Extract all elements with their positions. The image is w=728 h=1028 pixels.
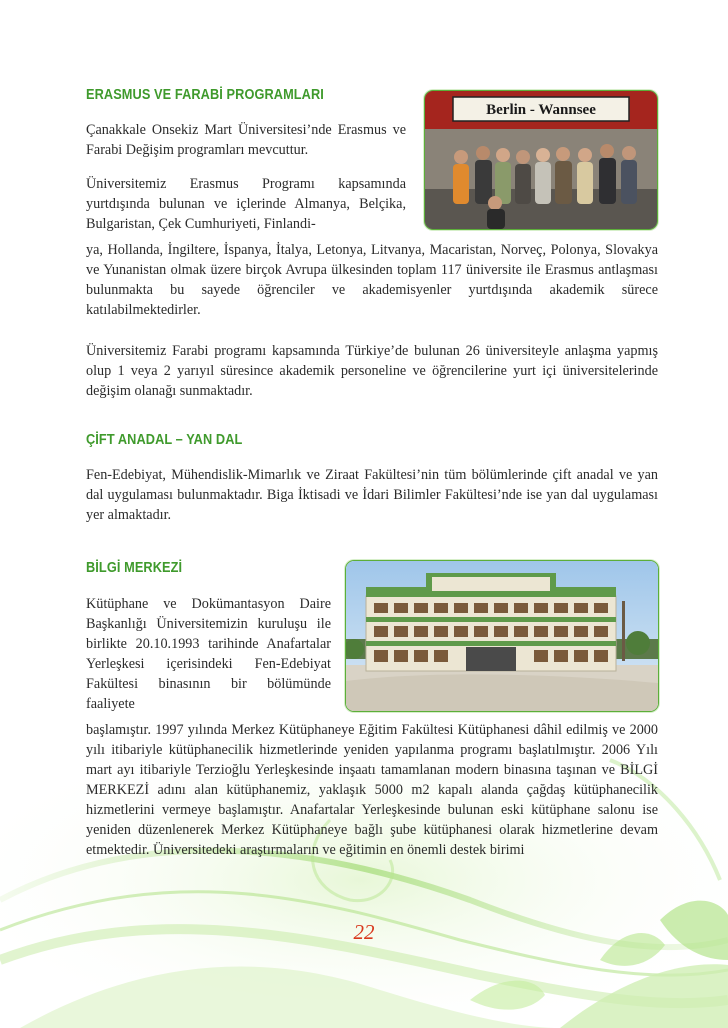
erasmus-paragraph-2-continued: ya, Hollanda, İngiltere, İspanya, İtalya, Letonya, Litvanya, Macaristan, Norveç, Polonya, Slovakya ve Yunanistan olmak üzere birçok Avrupa ülkesinden toplam 117 üniversite ile Erasmus antlaşması bulunmakta bu sayede öğrenciler ve akademisyenler yurtdışında akademik sürece katılabilmektedirler. [86, 242, 658, 318]
page-number: 22 [353, 920, 375, 944]
erasmus-group-photo [424, 90, 658, 230]
bilgi-merkezi-paragraph-wrapped: Kütüphane ve Dokümantasyon Daire Başkanlığı Üniversitemizin kuruluşu ile birlikte 20.10.1993 tarihinde Anafartalar Yerleşkesi içerisindeki Fen-Edebiyat Fakültesi binasının bir bölümünde faaliyete [86, 596, 331, 712]
section-title-bilgi-merkezi: BİLGİ MERKEZİ [86, 560, 183, 576]
berlin-wannsee-sign: Berlin - Wannsee [486, 102, 596, 118]
bilgi-merkezi-building-photo [345, 560, 659, 712]
cift-anadal-paragraph: Fen-Edebiyat, Mühendislik-Mimarlık ve Ziraat Fakültesi’nin tüm bölümlerinde çift anadal ve yan dal uygulaması bulunmaktadır. Biga İktisadi ve İdari Bilimler Fakültesi’nde ise yan dal uygulaması yer almaktadır. [86, 467, 658, 523]
farabi-paragraph: Üniversitemiz Farabi programı kapsamında Türkiye’de bulunan 26 üniversiteyle anlaşma yapmış olup 1 veya 2 yarıyıl süresince akademik personeline ve öğrencilerine yurt içi üniversitelerinde değişim olanağı sunmaktadır. [86, 343, 658, 399]
section-title-cift-anadal: ÇİFT ANADAL – YAN DAL [86, 432, 243, 448]
library-building [366, 573, 616, 671]
erasmus-paragraph-1: Çanakkale Onsekiz Mart Üniversitesi’nde Erasmus ve Farabi Değişim programları mevcuttur. [86, 122, 406, 158]
bilgi-merkezi-paragraph-continued: başlamıştır. 1997 yılında Merkez Kütüphaneye Eğitim Fakültesi Kütüphanesi dâhil edilmiş ve 2000 yılı itibariyle kütüphanecilik hizmetlerinde yeniden yapılanma programı başlatılmıştır. 2006 Yılı mart ayı itibariyle Terzioğlu Yerleşkesinde inşaatı tamamlanan modern binasına taşınan ve BİLGİ MERKEZİ adını alan kütüphanemiz, yaklaşık 5000 m2 kapalı alanda çağdaş kütüphanecilik hizmetlerini vermeye başlamıştır. Anafartalar Yerleşkesinde bulunan eski kütüphane salonu ise yeniden düzenlenerek Merkez Kütüphaneye bağlı şube kütüphanesi olarak hizmetlerine devam etmektedir. Üniversitedeki araştırmaların ve eğitimin en önemli destek birimi [86, 722, 658, 858]
erasmus-paragraph-2-wrapped: Üniversitemiz Erasmus Programı kapsamında yurtdışında bulunan ve içlerinde Almanya, Belçika, Bulgaristan, Çek Cumhuriyeti, Finlandi- [86, 176, 406, 232]
section-title-erasmus: ERASMUS VE FARABİ PROGRAMLARI [86, 87, 324, 103]
